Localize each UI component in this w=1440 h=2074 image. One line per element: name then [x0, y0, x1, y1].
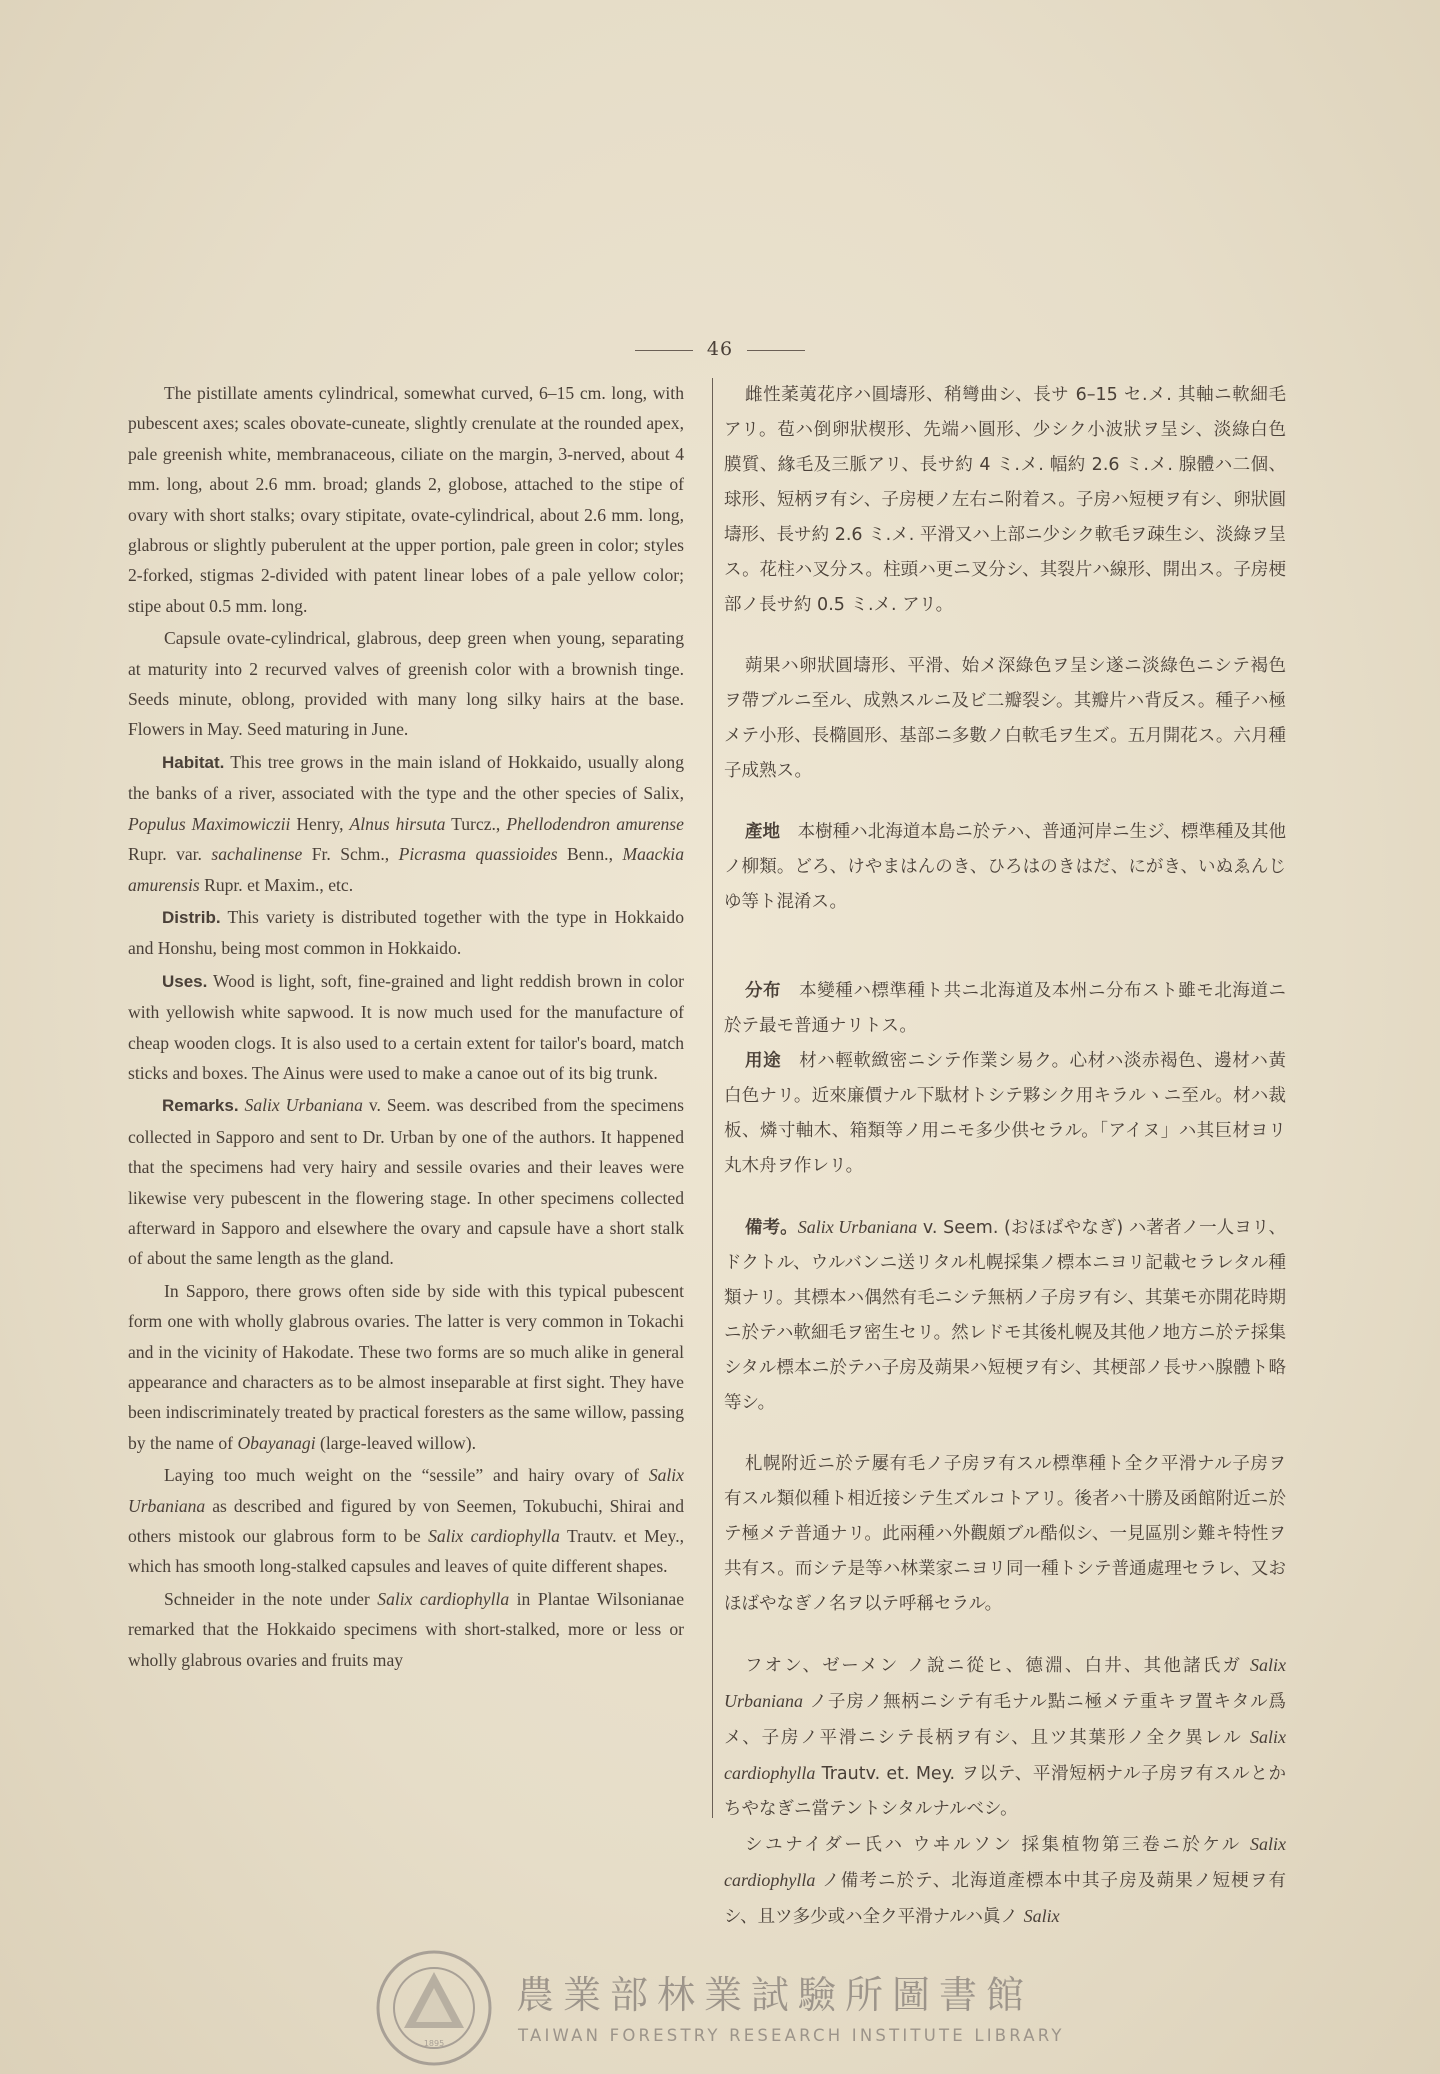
jp-capsule-description: 蒴果ハ卵狀圓壔形、平滑、始メ深綠色ヲ呈シ遂ニ淡綠色ニシテ褐色ヲ帶ブルニ至ル、成熟スルニ及ビ二瓣裂シ。其瓣片ハ背反ス。種子ハ極メテ小形、長橢圓形、基部ニ多數ノ白軟毛ヲ生ズ。五月開花ス。六月種子成熟ス。: [724, 656, 1286, 781]
en-schneider: [128, 1584, 684, 1675]
species-name: Populus Maximowiczii: [128, 813, 291, 834]
spacer: [724, 789, 1286, 815]
species-name: Salix Urbaniana: [797, 1217, 918, 1237]
habitat-text: Benn.,: [557, 844, 623, 865]
en-uses: [128, 966, 684, 1089]
spacer: [724, 623, 1286, 649]
jp-seemen: [724, 1648, 1286, 1827]
jp-distrib-text: 本變種ハ標準種ト共ニ北海道及本州ニ分布スト雖モ北海道ニ於テ最モ普通ナリトス。: [724, 981, 1287, 1036]
habitat-text: This tree grows in the main island of Hokkaido, usually along the banks of a river, associated with the type and the other species of Salix,: [128, 751, 684, 804]
distrib-heading: Distrib.: [162, 907, 221, 927]
paragraph-text: as described and figured by von Seemen, Tokubuchi, Shirai and others mistook our glabrous form to be: [128, 1495, 684, 1547]
en-distrib: [128, 902, 684, 964]
jp-schneider: [724, 1827, 1286, 1935]
uses-text: Wood is light, soft, fine-grained and light reddish brown in color with yellowish white sapwood. It is now much used for the manufacture of cheap wooden clogs. It is also used to a certain extent for tailor's board, match sticks and boxes. The Ainus were used to make a canoe out of its big trunk.: [128, 970, 684, 1083]
jp-uses-heading: 用途: [745, 1051, 782, 1071]
paragraph-text: シユナイダー氏ハ ウヰルソン 採集植物第三卷ニ於ケル: [745, 1835, 1250, 1855]
spacer: [724, 1421, 1286, 1447]
jp-remarks: [724, 1210, 1286, 1421]
jp-habitat: [724, 815, 1286, 920]
species-name: Salix Urbaniana: [724, 1655, 1286, 1711]
english-column: [128, 378, 684, 1677]
jp-uses: [724, 1044, 1286, 1184]
jp-sapporo-forms: 札幌附近ニ於テ屢有毛ノ子房ヲ有スル標準種ト全ク平滑ナル子房ヲ有スル類似種ト相近接シテ生ズルコトアリ。後者ハ十勝及函館附近ニ於テ極メテ普通ナリ。此兩種ハ外觀頗ブル酷似シ、一見區別シ難キ特性ヲ共有ス。而シテ是等ハ林業家ニヨリ同一種トシテ普通處理セラレ、又おほばやなぎノ名ヲ以テ呼稱セラル。: [724, 1454, 1286, 1614]
remarks-text: v. Seem. was described from the specimens collected in Sapporo and sent to Dr. Urban by one of the authors. It happened that the specimens had very hairy and sessile ovaries and their leaves were likewise very pubescent in the flowering stage. In other specimens collected afterward in Sapporo and elsewhere the ovary and capsule have a short stalk of about the same length as the gland.: [128, 1095, 684, 1269]
jp-remarks-text: v. Seem. (おほばやなぎ) ハ著者ノ一人ヨリ、ドクトル、ウルバンニ送リタル札幌採集ノ標本ニヨリ記載セラレタル種類ナリ。其標本ハ偶然有毛ニシテ無柄ノ子房ヲ有シ、其葉モ亦開花時期ニ於テハ軟細毛ヲ密生セリ。然レドモ其後札幌及其他ノ地方ニ於テ採集シタル標本ニ於テハ子房及蒴果ハ短梗ヲ有シ、其梗部ノ長サハ腺體ト略等シ。: [724, 1218, 1287, 1413]
species-name: Alnus hirsuta: [349, 813, 446, 834]
rule-left: [635, 350, 693, 351]
en-remarks: [128, 1090, 684, 1273]
paragraph-text: In Sapporo, there grows often side by side with this typical pubescent form one with wholly glabrous ovaries. The latter is very common in Tokachi and in the vicinity of Hakodate. These two forms are so much alike in general appearance and characters as to be almost inseparable at first sight. They have been indiscriminately treated by practical foresters as the same willow, passing by the name of: [128, 1280, 684, 1453]
paragraph-text: in Plantae Wilsonianae remarked that the Hokkaido specimens with short-stalked, more or less or wholly glabrous ovaries and fruits may: [128, 1588, 684, 1670]
jp-ament-description: 雌性葇荑花序ハ圓壔形、稍彎曲シ、長サ 6–15 セ.メ. 其軸ニ軟細毛アリ。苞ハ倒卵狀楔形、先端ハ圓形、少シク小波狀ヲ呈シ、淡綠白色 膜質、緣毛及三脈アリ、長サ約 4 ミ.メ. 幅約 2.6 ミ.メ. 腺體ハ二個、球形、短柄ヲ有シ、子房梗ノ左右ニ附着ス。子房ハ短梗ヲ有シ、卵狀圓壔形、長サ約 2.6 ミ.メ. 平滑又ハ上部ニ少シク軟毛ヲ疎生シ、淡綠ヲ呈ス。花柱ハ叉分ス。柱頭ハ更ニ叉分シ、其裂片ハ線形、開出ス。子房梗部ノ長サ約 0.5 ミ.メ. アリ。: [724, 385, 1286, 615]
species-name: Salix Urbaniana: [244, 1095, 363, 1116]
paragraph-text: Trautv. et Mey., which has smooth long-stalked capsules and leaves of quite different shapes.: [128, 1526, 684, 1577]
library-seal-icon: [374, 1948, 494, 2068]
seal-year: 1895: [423, 2039, 445, 2048]
spacer: [724, 920, 1286, 974]
spacer: [724, 1622, 1286, 1648]
remarks-heading: Remarks.: [162, 1096, 239, 1116]
paragraph-text: フオン、ゼーメン ノ說ニ從ヒ、德淵、白井、其他諸氏ガ: [745, 1656, 1250, 1676]
en-ament-description: The pistillate aments cylindrical, somewhat curved, 6–15 cm. long, with pubescent axes; scales obovate-cuneate, slightly crenulate at the rounded apex, pale greenish white, membranaceous, ciliate on the margin, 3-nerved, about 4 mm. long, about 2.6 mm. broad; glands 2, globose, attached to the stipe of ovary with short stalks; ovary stipitate, ovate-cylindrical, about 2.6 mm. long, glabrous or slightly puberulent at the upper portion, pale green in color; styles 2-forked, stigmas 2-divided with patent linear lobes of a pale yellow color; stipe about 0.5 mm. long.: [128, 383, 684, 616]
species-name: Salix cardiophylla: [724, 1834, 1286, 1890]
jp-uses-text: 材ハ輕軟緻密ニシテ作業シ易ク。心材ハ淡赤褐色、邊材ハ黃白色ナリ。近來廉價ナル下駄材トシテ夥シク用キラルヽニ至ル。材ハ裁板、燐寸軸木、箱類等ノ用ニモ多少供セラル。「アイヌ」ハ其巨材ヨリ丸木舟ヲ作レリ。: [724, 1051, 1286, 1176]
species-name: Maackia amurensis: [128, 844, 684, 895]
paragraph-text: ノ子房ノ無柄ニシテ有毛ナル點ニ極メテ重キヲ置キタル爲メ、子房ノ平滑ニシテ長柄ヲ有シ、且ツ其葉形ノ全ク異レル: [724, 1692, 1286, 1748]
paragraph-text: Laying too much weight on the “sessile” and hairy ovary of: [164, 1465, 649, 1486]
habitat-heading: Habitat.: [162, 752, 225, 772]
species-name: Picrasma quassioides: [398, 844, 558, 865]
page-number-text: 46: [706, 338, 734, 360]
common-name: Obayanagi: [237, 1432, 316, 1453]
habitat-text: Fr. Schm.,: [302, 844, 399, 865]
paragraph-text: Schneider in the note under: [164, 1588, 378, 1609]
library-name-chinese: 農業部林業試驗所圖書館: [516, 1973, 1034, 2017]
habitat-text: Rupr. et Maxim., etc.: [199, 874, 354, 895]
species-name: Phellodendron amurense: [506, 813, 684, 834]
paragraph-text: ノ備考ニ於テ、北海道產標本中其子房及蒴果ノ短梗ヲ有シ、且ツ多少或ハ全ク平滑ナルハ眞ノ: [724, 1871, 1286, 1927]
rule-right: [747, 350, 805, 351]
jp-habitat-text: 本樹種ハ北海道本島ニ於テハ、普通河岸ニ生ジ、標準種及其他ノ柳類。どろ、けやまはんのき、ひろはのきはだ、にがき、いぬゑんじゆ等ト混淆ス。: [724, 822, 1286, 912]
species-name: Salix cardiophylla: [428, 1526, 560, 1547]
habitat-text: Turcz.,: [445, 813, 507, 834]
page-number: [0, 338, 1440, 360]
species-name: Salix cardiophylla: [724, 1727, 1286, 1783]
species-name: Salix: [1023, 1906, 1060, 1926]
japanese-column: [724, 378, 1286, 1935]
species-name: sachalinense: [211, 844, 303, 865]
species-name: Salix cardiophylla: [377, 1588, 510, 1609]
jp-remarks-heading: 備考。: [745, 1218, 798, 1238]
en-sapporo-forms: [128, 1276, 684, 1458]
en-capsule-description: Capsule ovate-cylindrical, glabrous, deep green when young, separating at maturity into 2 recurved valves of greenish color with a brownish tinge. Seeds minute, oblong, provided with many long silky hairs at the base. Flowers in May. Seed maturing in June.: [128, 628, 684, 740]
paragraph-text: Trautv. et. Mey. ヲ以テ、平滑短柄ナル子房ヲ有スルとかちやなぎニ當テントシタルナルベシ。: [724, 1764, 1286, 1819]
spacer: [724, 1184, 1286, 1210]
uses-heading: Uses.: [162, 971, 208, 991]
jp-distrib-heading: 分布: [745, 981, 782, 1001]
library-watermark: [0, 1948, 1440, 2068]
en-habitat: [128, 747, 684, 900]
jp-distrib: [724, 974, 1286, 1044]
distrib-text: This variety is distributed together with the type in Hokkaido and Honshu, being most common in Hokkaido.: [128, 906, 684, 959]
paragraph-text: (large-leaved willow).: [315, 1432, 477, 1453]
species-name: Salix Urbaniana: [128, 1465, 684, 1516]
library-name-english: TAIWAN FORESTRY RESEARCH INSTITUTE LIBRARY: [518, 2026, 1065, 2045]
jp-habitat-heading: 產地: [745, 822, 781, 842]
column-divider: [712, 378, 713, 1818]
habitat-text: Rupr. var.: [128, 844, 212, 865]
habitat-text: Henry,: [290, 813, 350, 834]
en-sessile-ovary: [128, 1460, 684, 1582]
